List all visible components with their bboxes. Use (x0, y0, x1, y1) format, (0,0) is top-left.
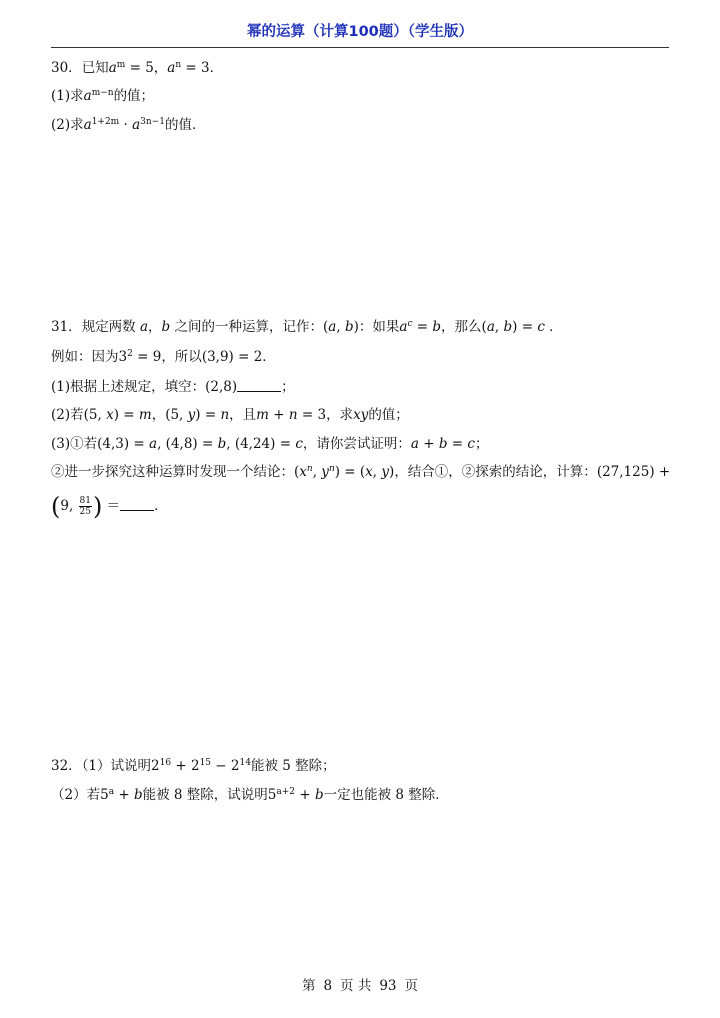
question-32-number: 32． (51, 758, 82, 774)
page-footer: 第 8 页 共 93 页 (301, 978, 419, 994)
question-31-example: 例如：因为$3^2 = 9$，所以(3,9) = 2． (51, 349, 276, 365)
question-31-stem: 31．规定两数 a，b 之间的一种运算，记作：(a, b)：如果$a^c = b$，那么(a, b) = c ． (51, 319, 563, 335)
page-number: 8 (323, 978, 333, 994)
question-32-part-2: （2）若$5^a + b$能被 8 整除，试说明$5^{a+2} + b$一定也能被 8 整除． (51, 787, 449, 803)
total-pages: 93 (379, 978, 397, 994)
question-31-part-3: (3)①若(4,3) = a, (4,8) = b, (4,24) = c，请你尝试证明：a + b = c； (51, 436, 489, 452)
question-30-stem: 30．已知$a^m = 5$，$a^n = 3$． (51, 60, 224, 76)
question-30-number: 30． (51, 60, 82, 76)
answer-blank[interactable] (120, 498, 154, 511)
question-31-part-1: (1)根据上述规定，填空：(2,8) ； (51, 379, 295, 395)
question-31-part-2: (2)若(5, x) = m，(5, y) = n，且m + n = 3，求xy的值； (51, 407, 409, 423)
question-31-part-4-continued: (9, $\frac{81}{25}$ ) ＝ ． (51, 492, 168, 521)
document-header-title: 幂的运算（计算100题）（学生版） (246, 24, 474, 40)
question-30-part-2: (2)求$a^{1+2m} \cdot a^{3n-1}$的值． (51, 117, 206, 133)
question-31-part-4: ②进一步探究这种运算时发现一个结论：($x^n$, $y^n) = (x$, y)，结合①，②探索的结论，计算：(27,125) + (51, 464, 671, 480)
header-rule (51, 47, 669, 48)
fraction-81-25: $\frac{81}{25}$ (79, 496, 91, 517)
question-32-part-1: 32．（1）试说明$2^{16} + 2^{15} - 2^{14}$能被 5 整除； (51, 758, 336, 774)
answer-blank[interactable] (237, 379, 281, 392)
question-30-part-1: (1)求$a^{m-n}$的值； (51, 88, 155, 104)
question-31-number: 31． (51, 319, 82, 335)
